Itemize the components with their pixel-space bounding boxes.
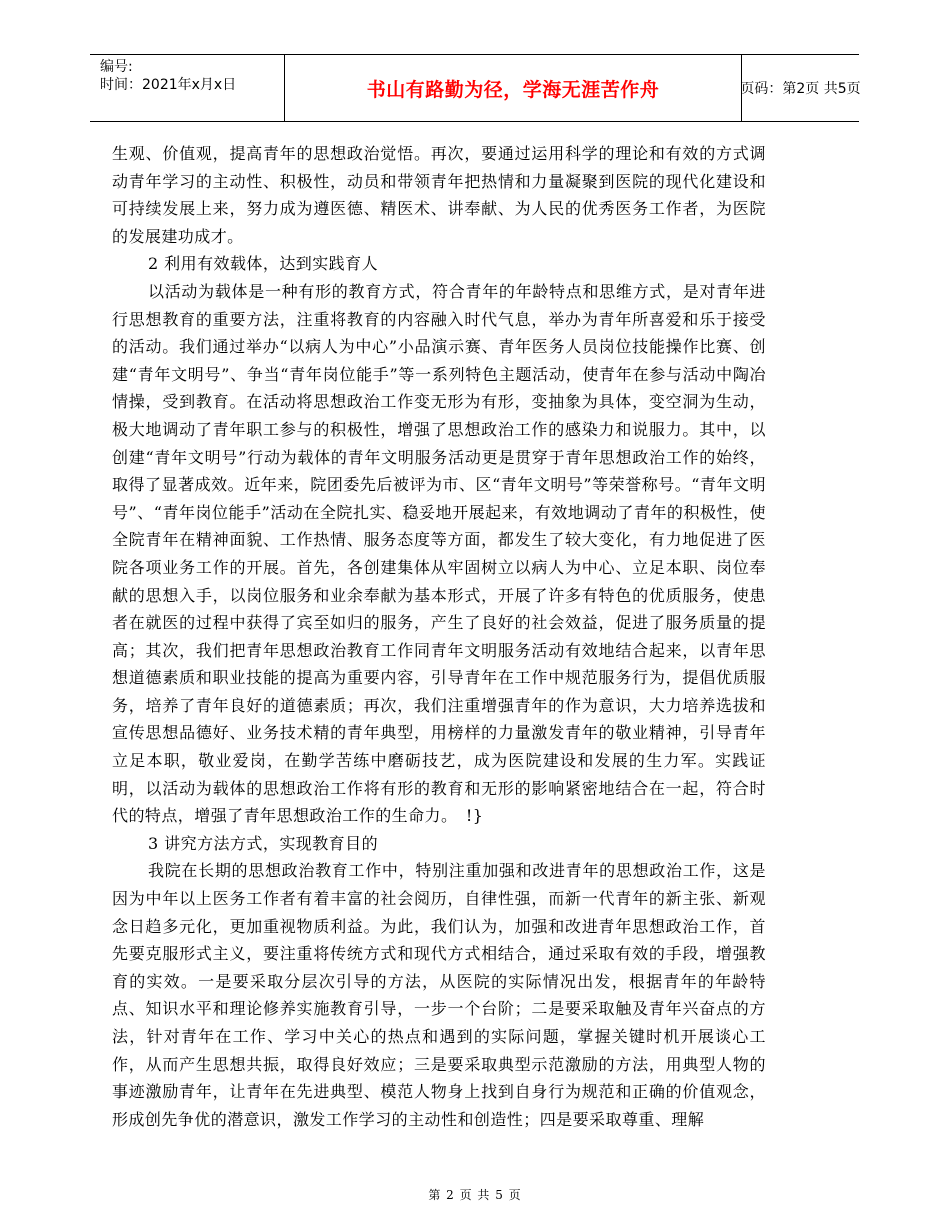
page-code: 页码：第2页 共5页 [740, 81, 861, 97]
header-page-cell [742, 55, 859, 121]
section-heading: 2 利用有效载体，达到实践育人 [148, 254, 379, 274]
serial-label: 编号: [100, 59, 133, 75]
page-header [90, 54, 859, 122]
paragraph: 我院在长期的思想政治教育工作中，特别注重加强和改进青年的思想政治工作，这是因为中年以上医务工作者有着丰富的社会阅历，自律性强，而新一代青年的新主张、新观念日趋多元化，更加重视物质利益。为此，我们认为，加强和改进青年思想政治工作，首先要克服形式主义，要注重将传统方式和现代方式相结合，通过采取有效的手段，增强教育的实效。一是要采取分层次引导的方法，从医院的实际情况出发，根据青年的年龄特点、知识水平和理论修养实施教育引导，一步一个台阶；二是要采取触及青年兴奋点的方法，针对青年在工作、学习中关心的热点和遇到的实际问题，掌握关键时机开展谈心工作，从而产生思想共振，取得良好效应；三是要采取典型示范激励的方法，用典型人物的事迹激励青年，让青年在先进典型、模范人物身上找到自身行为规范和正确的价值观念，形成创先争优的潜意识，激发工作学习的主动性和创造性；四是要采取尊重、理解 [112, 861, 766, 1129]
document-body [112, 140, 766, 1133]
time-label: 时间：2021年x月x日 [100, 77, 237, 93]
page-footer: 第 2 页 共 5 页 [428, 1188, 522, 1202]
header-meta [90, 55, 284, 121]
motto: 书山有路勤为径，学海无涯苦作舟 [366, 78, 660, 101]
paragraph: 以活动为载体是一种有形的教育方式，符合青年的年龄特点和思维方式，是对青年进行思想教育的重要方法，注重将教育的内容融入时代气息，举办为青年所喜爱和乐于接受的活动。我们通过举办“以病人为中心”小品演示赛、青年医务人员岗位技能操作比赛、创建“青年文明号”、争当“青年岗位能手”等一系列特色主题活动，使青年在参与活动中陶冶情操，受到教育。在活动将思想政治工作变无形为有形，变抽象为具体，变空洞为生动，极大地调动了青年职工参与的积极性，增强了思想政治工作的感染力和说服力。其中，以创建“青年文明号”行动为载体的青年文明服务活动更是贯穿于青年思想政治工作的始终，取得了显著成效。近年来，院团委先后被评为市、区“青年文明号”等荣誉称号。“青年文明号”、“青年岗位能手”活动在全院扎实、稳妥地开展起来，有效地调动了青年的积极性，使全院青年在精神面貌、工作热情、服务态度等方面，都发生了较大变化，有力地促进了医院各项业务工作的开展。首先，各创建集体从牢固树立以病人为中心、立足本职、岗位奉献的思想入手，以岗位服务和业余奉献为基本形式，开展了许多有特色的优质服务，使患者在就医的过程中获得了宾至如归的服务，产生了良好的社会效益，促进了服务质量的提高；其次，我们把青年思想政治教育工作同青年文明服务活动有效地结合起来，以青年思想道德素质和职业技能的提高为重要内容，引导青年在工作中规范服务行为，提倡优质服务，培养了青年良好的道德素质；再次，我们注重增强青年的作为意识，大力培养选拔和宣传思想品德好、业务技术精的青年典型，用榜样的力量激发青年的敬业精神，引导青年立足本职，敬业爱岗，在勤学苦练中磨砺技艺，成为医院建设和发展的生力军。实践证明，以活动为载体的思想政治工作将有形的教育和无形的影响紧密地结合在一起，符合时代的特点，增强了青年思想政治工作的生命力。 !} [112, 281, 766, 826]
paragraph: 生观、价值观，提高青年的思想政治觉悟。再次，要通过运用科学的理论和有效的方式调动青年学习的主动性、积极性，动员和带领青年把热情和力量凝聚到医院的现代化建设和可持续发展上来，努力成为遵医德、精医术、讲奉献、为人民的优秀医务工作者，为医院的发展建功成才。 [112, 144, 766, 246]
section-heading: 3 讲究方法方式，实现教育目的 [148, 833, 379, 853]
header-motto-cell [284, 55, 742, 121]
